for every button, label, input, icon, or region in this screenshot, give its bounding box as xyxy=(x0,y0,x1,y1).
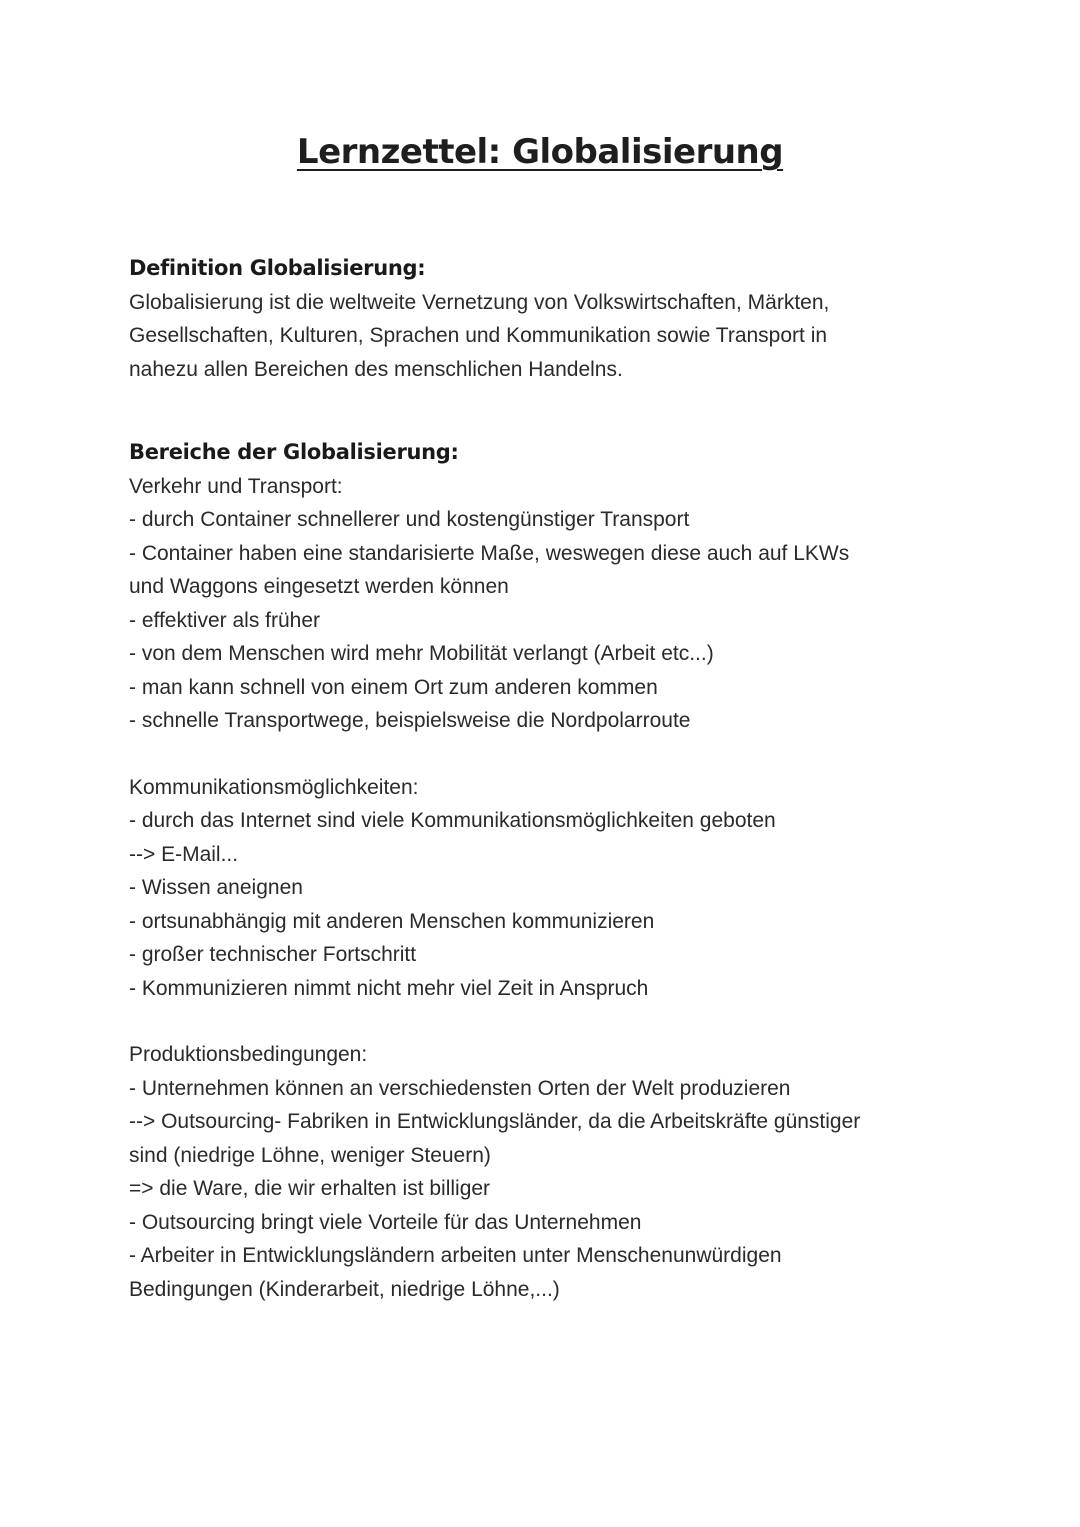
produktion-subheading: Produktionsbedingungen: xyxy=(129,1043,368,1066)
produktion-block xyxy=(129,1038,969,1306)
kommunikation-block xyxy=(129,771,969,1006)
kommunikation-line: - durch das Internet sind viele Kommunikationsmöglichkeiten geboten xyxy=(129,809,776,832)
kommunikation-line: - ortsunabhängig mit anderen Menschen kommunizieren xyxy=(129,909,655,933)
spacer xyxy=(129,386,969,436)
produktion-line: Bedingungen (Kinderarbeit, niedrige Löhne,...) xyxy=(129,1277,560,1301)
definition-section xyxy=(129,252,969,386)
verkehr-line: - Container haben eine standarisierte Maße, weswegen diese auch auf LKWs xyxy=(129,541,850,565)
definition-line: Gesellschaften, Kulturen, Sprachen und Kommunikation sowie Transport in xyxy=(129,324,828,347)
produktion-line: - Arbeiter in Entwicklungsländern arbeiten unter Menschenunwürdigen xyxy=(129,1244,782,1267)
verkehr-line: - von dem Menschen wird mehr Mobilität verlangt (Arbeit etc...) xyxy=(129,642,714,665)
verkehr-line: - effektiver als früher xyxy=(129,608,321,632)
bereiche-heading: Bereiche der Globalisierung: xyxy=(129,440,459,464)
produktion-line: --> Outsourcing- Fabriken in Entwicklungsländer, da die Arbeitskräfte günstiger xyxy=(129,1110,861,1133)
kommunikation-subheading: Kommunikationsmöglichkeiten: xyxy=(129,775,419,799)
definition-heading: Definition Globalisierung: xyxy=(129,256,426,280)
verkehr-line: - man kann schnell von einem Ort zum anderen kommen xyxy=(129,675,658,699)
verkehr-line: - durch Container schnellerer und kostengünstiger Transport xyxy=(129,508,690,531)
verkehr-line: und Waggons eingesetzt werden können xyxy=(129,575,509,598)
produktion-line: sind (niedrige Löhne, weniger Steuern) xyxy=(129,1143,491,1167)
produktion-line: => die Ware, die wir erhalten ist billiger xyxy=(129,1177,491,1200)
page-title xyxy=(0,132,1080,172)
produktion-line: - Unternehmen können an verschiedensten Orten der Welt produzieren xyxy=(129,1076,791,1100)
verkehr-block xyxy=(129,470,969,738)
bereiche-section xyxy=(129,436,969,1306)
page-title-text: Lernzettel: Globalisierung xyxy=(296,132,784,172)
document-body xyxy=(129,252,969,1306)
kommunikation-line: - großer technischer Fortschritt xyxy=(129,943,417,966)
kommunikation-line: --> E-Mail... xyxy=(129,842,239,866)
produktion-line: - Outsourcing bringt viele Vorteile für das Unternehmen xyxy=(129,1210,642,1234)
verkehr-line: - schnelle Transportwege, beispielsweise die Nordpolarroute xyxy=(129,709,691,732)
definition-line: Globalisierung ist die weltweite Vernetzung von Volkswirtschaften, Märkten, xyxy=(129,290,830,314)
spacer xyxy=(129,1005,969,1038)
spacer xyxy=(129,738,969,771)
kommunikation-line: - Wissen aneignen xyxy=(129,876,303,899)
verkehr-subheading: Verkehr und Transport: xyxy=(129,474,343,498)
definition-line: nahezu allen Bereichen des menschlichen Handelns. xyxy=(129,357,623,381)
kommunikation-line: - Kommunizieren nimmt nicht mehr viel Zeit in Anspruch xyxy=(129,976,649,1000)
